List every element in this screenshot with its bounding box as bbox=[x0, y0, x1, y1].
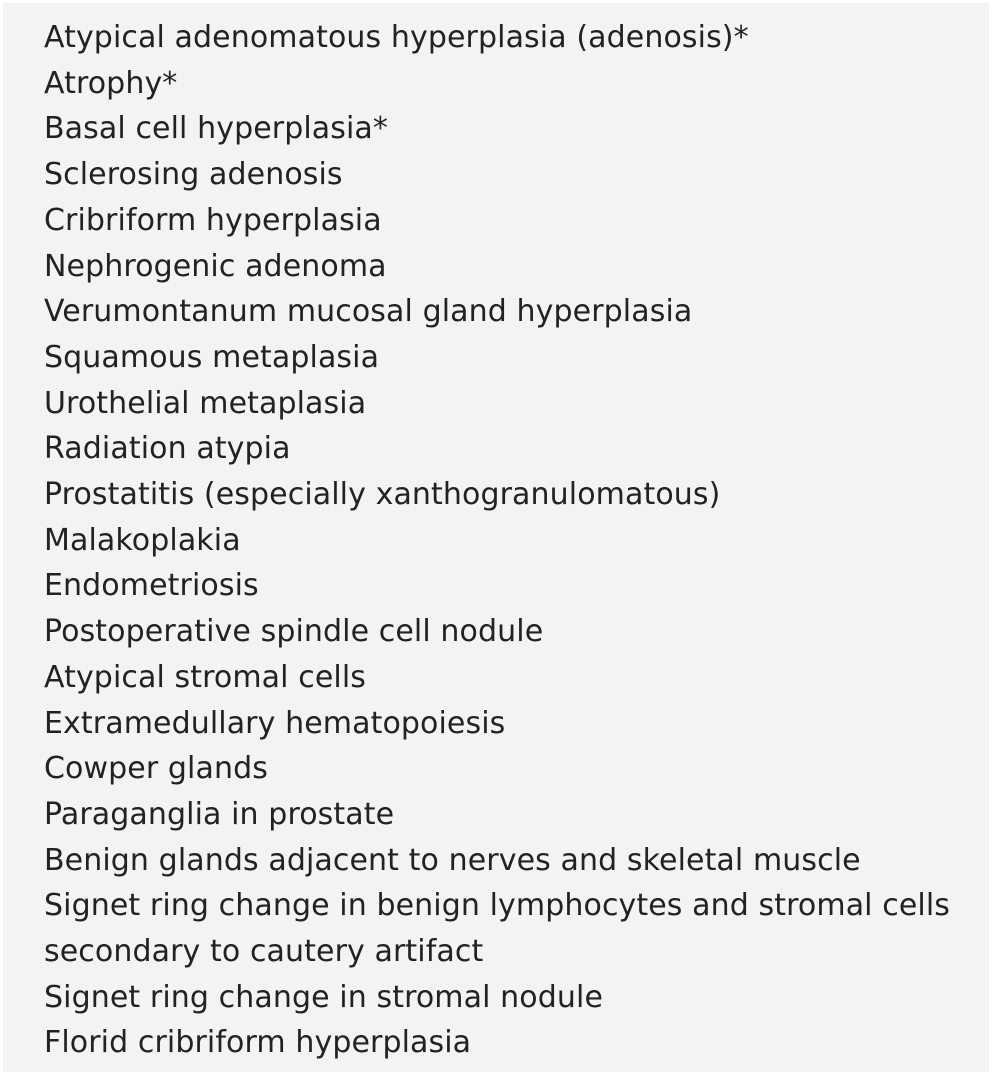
list-item: Atypical stromal cells bbox=[44, 659, 366, 695]
text-panel bbox=[3, 3, 989, 1072]
list-item: Squamous metaplasia bbox=[44, 339, 380, 375]
list-item: Prostatitis (especially xanthogranulomatous) bbox=[44, 477, 721, 513]
list-item: Postoperative spindle cell nodule bbox=[44, 614, 544, 650]
list-item: Signet ring change in stromal nodule bbox=[44, 979, 603, 1015]
list-item: Basal cell hyperplasia* bbox=[44, 111, 389, 147]
list-item: Radiation atypia bbox=[44, 431, 291, 467]
list-item: Atypical adenomatous hyperplasia (adenosis)* bbox=[44, 20, 749, 55]
list-item: Benign glands adjacent to nerves and skeletal muscle bbox=[44, 842, 861, 878]
list-item-continuation: secondary to cautery artifact bbox=[44, 934, 484, 970]
condition-list bbox=[44, 15, 950, 1066]
list-item: Paraganglia in prostate bbox=[44, 796, 395, 832]
list-item: Atrophy* bbox=[44, 65, 178, 101]
list-item: Malakoplakia bbox=[44, 522, 241, 558]
list-item: Urothelial metaplasia bbox=[44, 385, 367, 421]
list-item: Cowper glands bbox=[44, 751, 268, 787]
list-item: Nephrogenic adenoma bbox=[44, 248, 387, 284]
list-item: Cribriform hyperplasia bbox=[44, 202, 382, 238]
list-item: Endometriosis bbox=[44, 568, 259, 604]
list-item: Florid cribriform hyperplasia bbox=[44, 1025, 472, 1061]
list-item: Sclerosing adenosis bbox=[44, 157, 343, 193]
list-item: Verumontanum mucosal gland hyperplasia bbox=[44, 294, 693, 330]
list-item: Extramedullary hematopoiesis bbox=[44, 705, 506, 741]
list-item: Signet ring change in benign lymphocytes and stromal cells bbox=[44, 888, 951, 924]
